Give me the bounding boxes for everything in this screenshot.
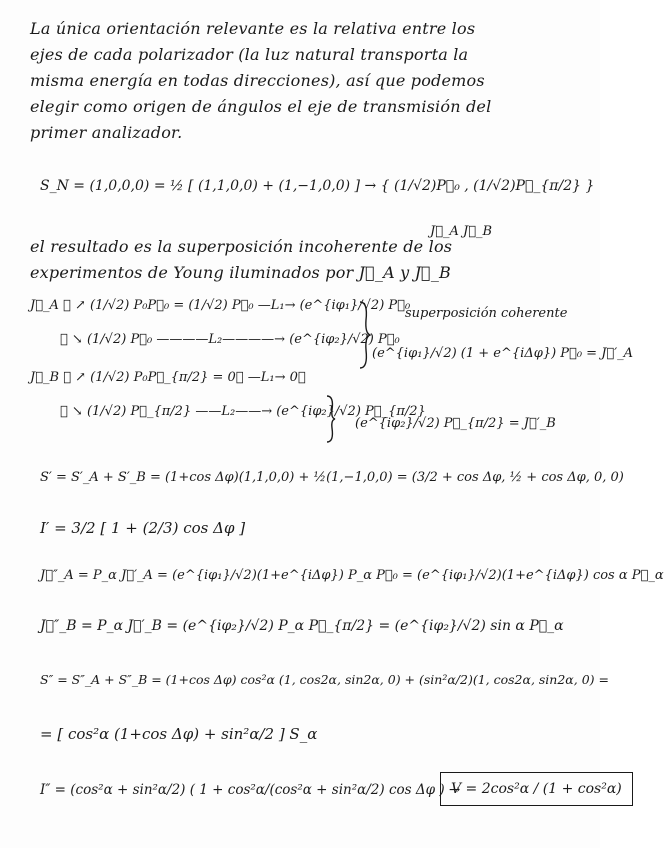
equation-s-double-prime-a: S″ = S″_A + S″_B = (1+cos Δφ) cos²α (1, cos2α, sin2α, 0) + (sin²α/2)(1, cos2α, sin2α, 0) = xyxy=(40,672,609,687)
equation-i-prime: I′ = 3/2 [ 1 + (2/3) cos Δφ ] xyxy=(40,519,246,537)
superposition-label: superposición coherente xyxy=(405,306,568,321)
jb-path-1: J⃗_B ① ↗ (1/√2) P₀P⃗_{π/2} = 0⃗ —L₁→ 0⃗ xyxy=(30,370,306,385)
ja-jb-labels: J⃗_A J⃗_B xyxy=(430,224,493,239)
paragraph-line-4: elegir como origen de ángulos el eje de transmisión del xyxy=(30,97,492,116)
equation-jb-double-prime: J⃗″_B = P_α J⃗′_B = (e^{iφ₂}/√2) P_α P⃗_{π/2} = (e^{iφ₂}/√2) sin α P⃗_α xyxy=(40,618,564,634)
equation-s-prime: S′ = S′_A + S′_B = (1+cos Δφ)(1,1,0,0) + ½(1,−1,0,0) = (3/2 + cos Δφ, ½ + cos Δφ, 0, 0) xyxy=(40,470,624,485)
paragraph-line-1: La única orientación relevante es la relativa entre los xyxy=(30,19,476,38)
paragraph-line-2: ejes de cada polarizador (la luz natural transporta la xyxy=(30,45,469,64)
equation-sn: S_N = (1,0,0,0) = ½ [ (1,1,0,0) + (1,−1,0,0) ] → { (1/√2)P⃗₀ , (1/√2)P⃗_{π/2} } xyxy=(40,178,595,194)
jb-result: (e^{iφ₂}/√2) P⃗_{π/2} = J⃗′_B xyxy=(355,416,556,431)
equation-ja-double-prime: J⃗″_A = P_α J⃗′_A = (e^{iφ₁}/√2)(1+e^{iΔφ}) P_α P⃗₀ = (e^{iφ₁}/√2)(1+e^{iΔφ}) cos α P⃗_α xyxy=(40,568,664,583)
ja-result: (e^{iφ₁}/√2) (1 + e^{iΔφ}) P⃗₀ = J⃗′_A xyxy=(372,346,634,361)
paragraph-line-5: primer analizador. xyxy=(30,123,183,142)
sentence2-line-2: experimentos de Young iluminados por J⃗_A y J⃗_B xyxy=(30,263,452,282)
brace-jb xyxy=(325,394,337,444)
equation-s-double-prime-b: = [ cos²α (1+cos Δφ) + sin²α/2 ] S_α xyxy=(40,725,318,743)
visibility-result-box: V = 2cos²α / (1 + cos²α) xyxy=(440,772,633,806)
jb-path-2: ② ↘ (1/√2) P⃗_{π/2} ——L₂——→ (e^{iφ₂}/√2) P⃗_{π/2} xyxy=(60,404,426,419)
ja-path-1: J⃗_A ① ↗ (1/√2) P₀P⃗₀ = (1/√2) P⃗₀ —L₁→ (e^{iφ₁}/√2) P⃗₀ xyxy=(30,298,411,313)
sentence2-line-1: el resultado es la superposición incoherente de los xyxy=(30,237,453,256)
paragraph-line-3: misma energía en todas direcciones), así que podemos xyxy=(30,71,485,90)
brace-ja xyxy=(358,300,372,370)
ja-path-2: ② ↘ (1/√2) P⃗₀ ————L₂————→ (e^{iφ₂}/√2) P⃗₀ xyxy=(60,332,400,347)
equation-i-double-prime: I″ = (cos²α + sin²α/2) ( 1 + cos²α/(cos²α + sin²α/2) cos Δφ ) → xyxy=(40,782,461,798)
